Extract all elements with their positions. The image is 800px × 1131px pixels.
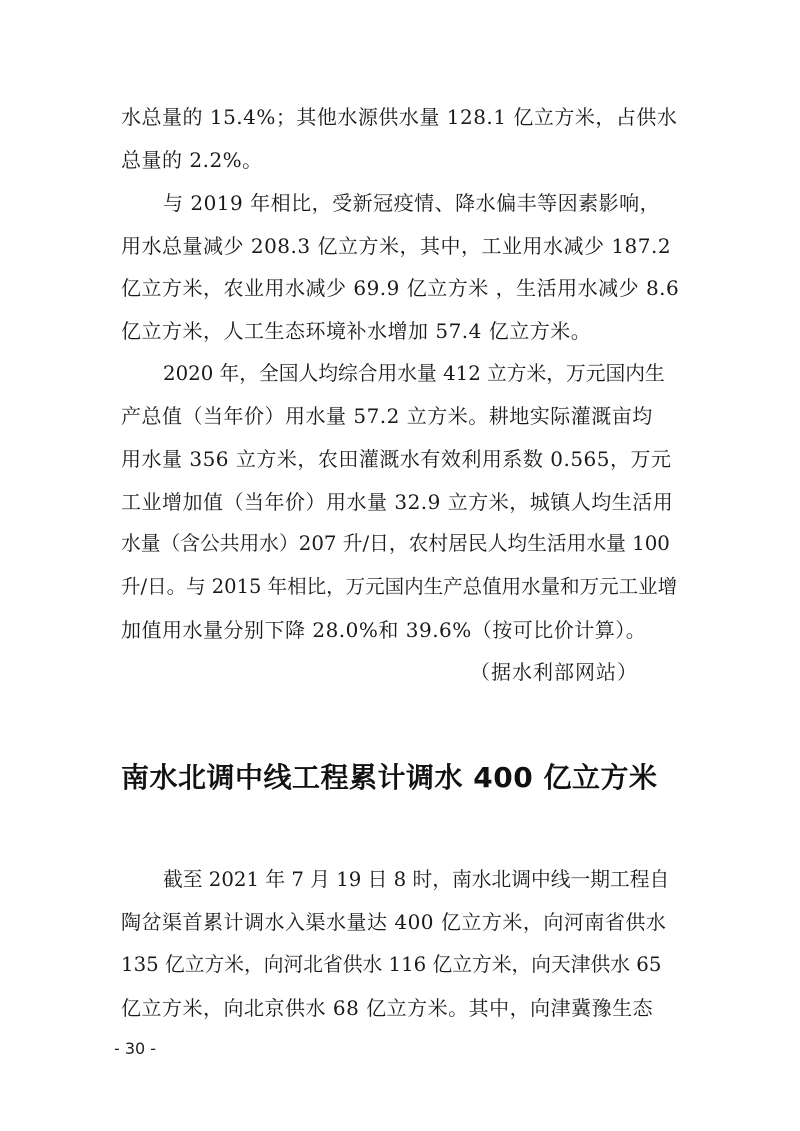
paragraph-line: 水总量的 15.4%；其他水源供水量 128.1 亿立方米，占供水 xyxy=(121,105,678,129)
article-line: 135 亿立方米，向河北省供水 116 亿立方米，向天津供水 65 xyxy=(121,953,662,976)
paragraph-line: 用水总量减少 208.3 亿立方米，其中，工业用水减少 187.2 xyxy=(121,234,672,258)
page-number: - 30 - xyxy=(113,1039,157,1058)
source-note: （据水利部网站） xyxy=(470,660,638,684)
paragraph-line: 2020 年，全国人均综合用水量 412 立方米，万元国内生 xyxy=(163,362,665,385)
article-line: 陶岔渠首累计调水入渠水量达 400 亿立方米，向河南省供水 xyxy=(121,910,667,934)
article-title: 南水北调中线工程累计调水 400 亿立方米 xyxy=(121,761,658,794)
article-line: 截至 2021 年 7 月 19 日 8 时，南水北调中线一期工程自 xyxy=(163,868,670,891)
paragraph-line: 升/日。与 2015 年相比，万元国内生产总值用水量和万元工业增 xyxy=(121,575,678,598)
paragraph-line: 总量的 2.2%。 xyxy=(121,148,263,172)
paragraph-line: 亿立方米，农业用水减少 69.9 亿立方米 ，生活用水减少 8.6 xyxy=(121,276,680,300)
paragraph-line: 产总值（当年价）用水量 57.2 立方米。耕地实际灌溉亩均 xyxy=(121,404,653,428)
paragraph-line: 水量（含公共用水）207 升/日，农村居民人均生活用水量 100 xyxy=(121,532,670,555)
paragraph-line: 与 2019 年相比，受新冠疫情、降水偏丰等因素影响， xyxy=(163,191,661,215)
article-line: 亿立方米，向北京供水 68 亿立方米。其中，向津冀豫生态 xyxy=(121,996,654,1020)
paragraph-line: 用水量 356 立方米，农田灌溉水有效利用系数 0.565，万元 xyxy=(121,447,672,471)
paragraph-line: 加值用水量分别下降 28.0%和 39.6%（按可比价计算）。 xyxy=(121,618,647,642)
paragraph-line: 亿立方米，人工生态环境补水增加 57.4 亿立方米。 xyxy=(121,319,592,343)
paragraph-line: 工业增加值（当年价）用水量 32.9 立方米，城镇人均生活用 xyxy=(121,490,674,514)
